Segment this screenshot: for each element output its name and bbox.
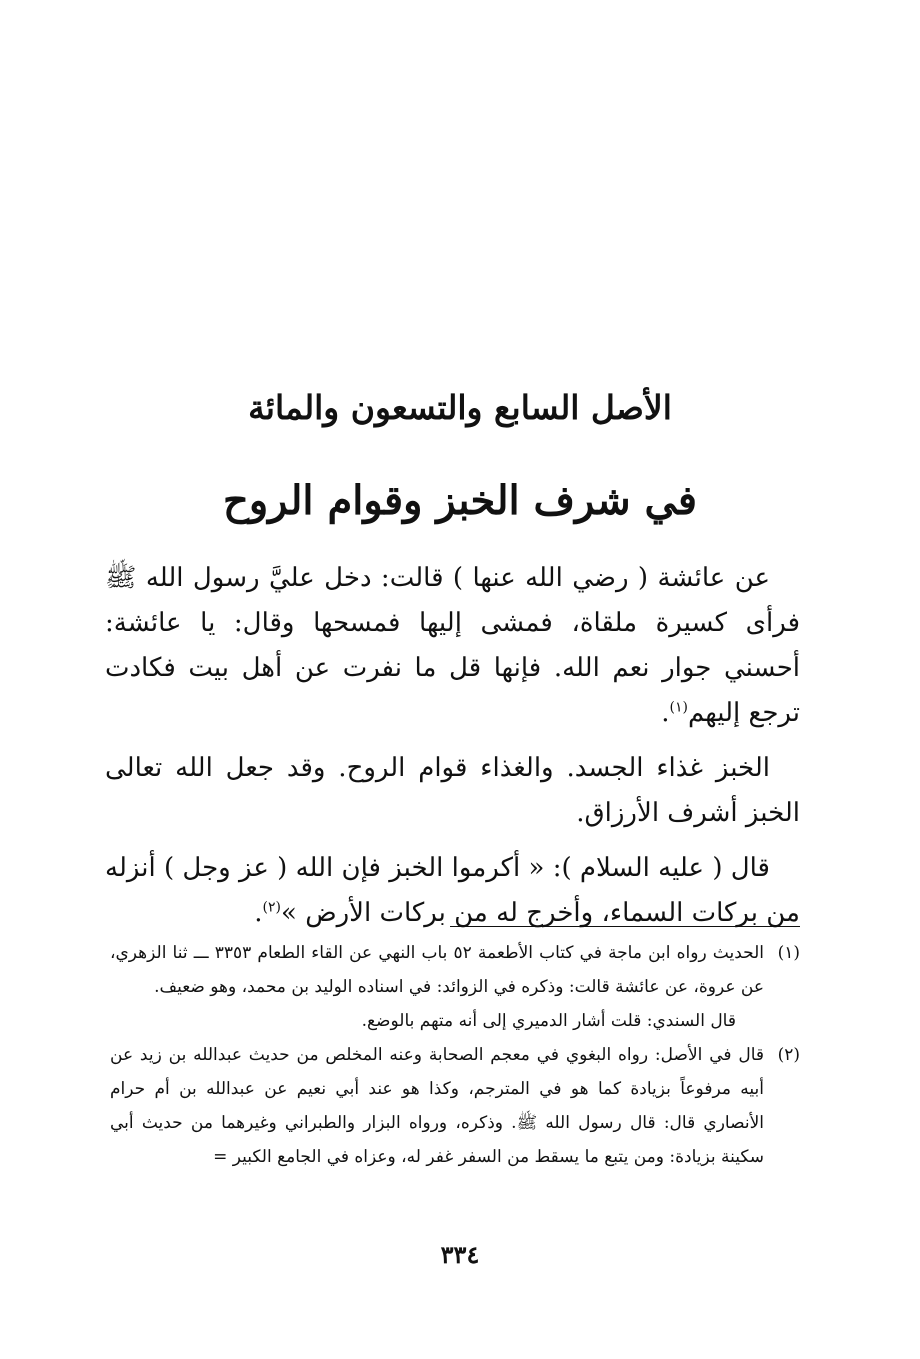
footnote-divider <box>450 926 800 927</box>
paragraph-end: . <box>254 898 263 928</box>
footnote-1 <box>110 936 800 1004</box>
footnote-text: الحديث رواه ابن ماجة في كتاب الأطعمة ٥٢ باب النهي عن القاء الطعام ٣٣٥٣ ـــ ثنا الزهري، عن عروة، عن عائشة قالت: وذكره في الزوائد: في اسناده الوليد بن محمد، وهو ضعيف. <box>110 943 765 997</box>
footnote-number: (٢) <box>777 1045 800 1065</box>
chapter-heading <box>100 378 820 536</box>
footnotes <box>110 936 800 1174</box>
footnote-ref-2: (٢) <box>262 899 282 916</box>
chapter-title: الأصل السابع والتسعون والمائة <box>248 388 672 427</box>
footnote-ref-1: (١) <box>669 699 688 716</box>
footnote-text: قال في الأصل: رواه البغوي في معجم الصحابة وعنه المخلص من حديث عبدالله بن زيد عن أبيه مرفوعاً بزيادة كما هو في المترجم، وكذا هو عند أبي نعيم عن عبدالله بن أم حرام الأنصاري قال: قال رسول الله ﷺ. وذكره، ورواه البزار والطبراني وغيرهما من حديث أبي سكينة بزيادة: ومن يتبع ما يسقط من السفر غفر له، وعزاه في الجامع الكبير = <box>110 1045 764 1167</box>
paragraph-hadith-honor-bread <box>105 846 800 936</box>
paragraph-hadith-aisha <box>105 556 800 736</box>
footnote-1-continuation: قال السندي: قلت أشار الدميري إلى أنه متهم بالوضع. <box>361 1011 736 1031</box>
paragraph-text: عن عائشة ( رضي الله عنها ) قالت: دخل عليَّ رسول الله ﷺ فرأى كسيرة ملقاة، فمشى إليها فمسحها وقال: يا عائشة: أحسني جوار نعم الله. فإنها قل ما نفرت عن أهل بيت فكادت ترجع إليهم <box>105 563 800 728</box>
page-number: ٣٣٤ <box>440 1240 480 1269</box>
body-text <box>105 556 800 946</box>
paragraph-end: . <box>661 698 670 728</box>
chapter-subtitle: في شرف الخبز وقوام الروح <box>223 477 697 524</box>
paragraph-text: قال ( عليه السلام ): « أكرموا الخبز فإن الله ( عز وجل ) أنزله من بركات السماء، وأخرج له من بركات الأرض » <box>105 853 800 928</box>
paragraph-bread: الخبز غذاء الجسد. والغذاء قوام الروح. وقد جعل الله تعالى الخبز أشرف الأرزاق. <box>105 753 800 828</box>
footnote-number: (١) <box>777 943 800 963</box>
footnote-2 <box>110 1038 800 1174</box>
